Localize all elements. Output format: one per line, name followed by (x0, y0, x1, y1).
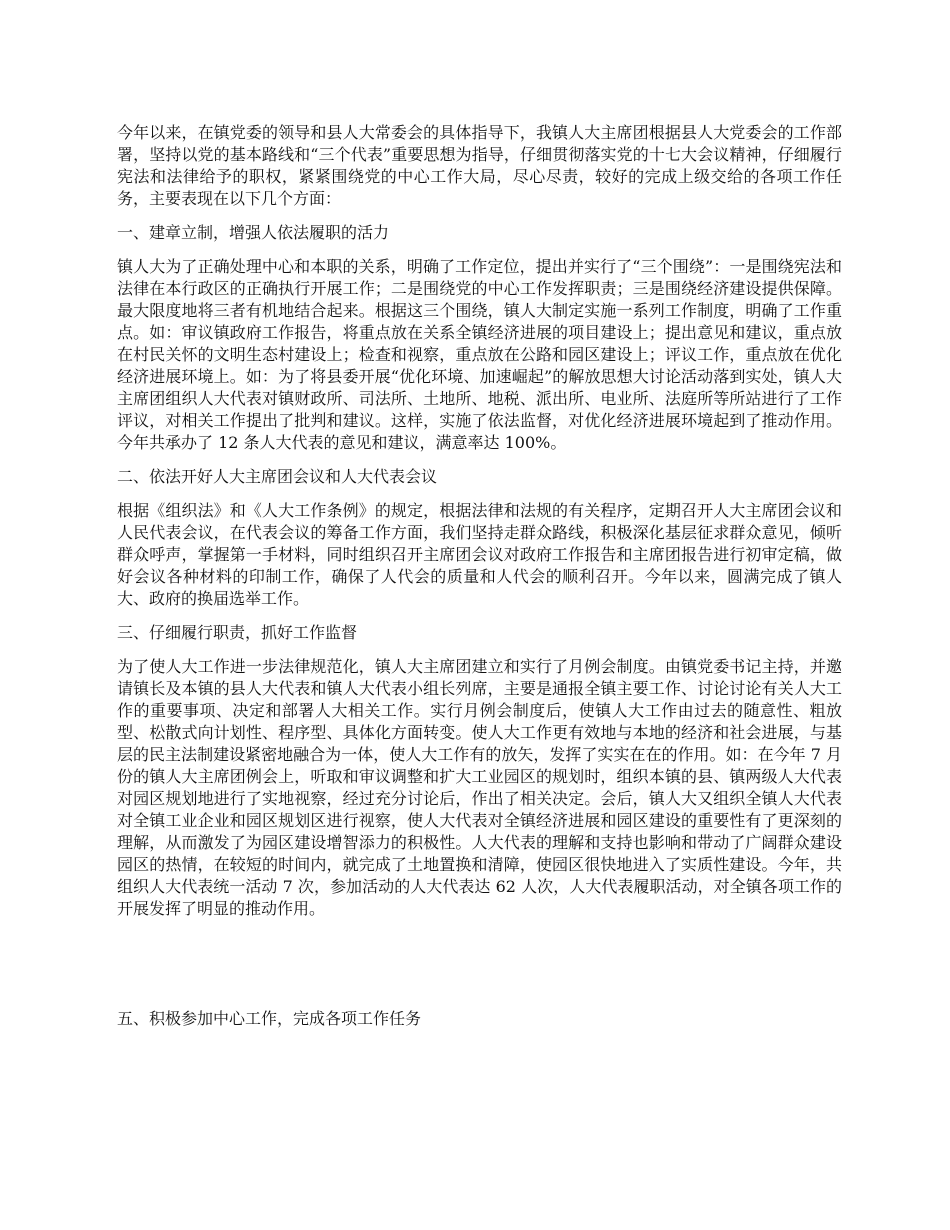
blank-gap (117, 920, 842, 1008)
intro-paragraph: 今年以来，在镇党委的领导和县人大常委会的具体指导下，我镇人大主席团根据县人大党委会的工作部署，坚持以党的基本路线和“三个代表”重要思想为指导，仔细贯彻落实党的十七大会议精神，仔细履行宪法和法律给予的职权，紧紧围绕党的中心工作大局，尽心尽责，较好的完成上级交给的各项工作任务，主要表现在以下几个方面： (117, 123, 842, 208)
section-3-body: 为了使人大工作进一步法律规范化，镇人大主席团建立和实行了月例会制度。由镇党委书记主持，并邀请镇长及本镇的县人大代表和镇人大代表小组长列席，主要是通报全镇主要工作、讨论讨论有关人大工作的重要事项、决定和部署人大相关工作。实行月例会制度后，使镇人大工作由过去的随意性、粗放型、松散式向计划性、程序型、具体化方面转变。使人大工作更有效地与本地的经济和社会进展，与基层的民主法制建设紧密地融合为一体，使人大工作有的放矢，发挥了实实在在的作用。如：在今年 7 月份的镇人大主席团例会上，听取和审议调整和扩大工业园区的规划时，组织本镇的县、镇两级人大代表对园区规划地进行了实地视察，经过充分讨论后，作出了相关决定。会后，镇人大又组织全镇人大代表对全镇工业企业和园区规划区进行视察，使人大代表对全镇经济进展和园区建设的重要性有了更深刻的理解，从而激发了为园区建设增智添力的积极性。人大代表的理解和支持也影响和带动了广阔群众建设园区的热情，在较短的时间内，就完成了土地置换和清障，使园区很快地进入了实质性建设。今年，共组织人大代表统一活动 7 次，参加活动的人大代表达 62 人次，人大代表履职活动，对全镇各项工作的开展发挥了明显的推动作用。 (117, 657, 842, 918)
section-3-heading: 三、仔细履行职责，抓好工作监督 (117, 623, 358, 642)
section-1-body: 镇人大为了正确处理中心和本职的关系，明确了工作定位，提出并实行了“三个围绕”：一是围绕宪法和法律在本行政区的正确执行开展工作；二是围绕党的中心工作发挥职责；三是围绕经济建设提供保障。最大限度地将三者有机地结合起来。根据这三个围绕，镇人大制定实施一系列工作制度，明确了工作重点。如：审议镇政府工作报告，将重点放在关系全镇经济进展的项目建设上；提出意见和建议，重点放在村民关怀的文明生态村建设上；检查和视察，重点放在公路和园区建设上；评议工作，重点放在优化经济进展环境上。如：为了将县委开展“优化环境、加速崛起”的解放思想大讨论活动落到实处，镇人大主席团组织人大代表对镇财政所、司法所、土地所、地税、派出所、电业所、法庭所等所站进行了工作评议，对相关工作提出了批判和建议。这样，实施了依法监督，对优化经济进展环境起到了推动作用。今年共承办了 12 条人大代表的意见和建议，满意率达 100%。 (117, 257, 842, 452)
section-5-heading: 五、积极参加中心工作，完成各项工作任务 (117, 1009, 422, 1028)
section-1-heading: 一、建章立制，增强人依法履职的活力 (117, 223, 390, 242)
section-2-heading: 二、依法开好人大主席团会议和人大代表会议 (117, 467, 438, 486)
document-page (117, 122, 842, 1030)
section-2-body: 根据《组织法》和《人大工作条例》的规定，根据法律和法规的有关程序，定期召开人大主席团会议和人民代表会议，在代表会议的筹备工作方面，我们坚持走群众路线，积极深化基层征求群众意见，倾听群众呼声，掌握第一手材料，同时组织召开主席团会议对政府工作报告和主席团报告进行初审定稿，做好会议各种材料的印制工作，确保了人代会的质量和人代会的顺利召开。今年以来，圆满完成了镇人大、政府的换届选举工作。 (117, 501, 842, 608)
